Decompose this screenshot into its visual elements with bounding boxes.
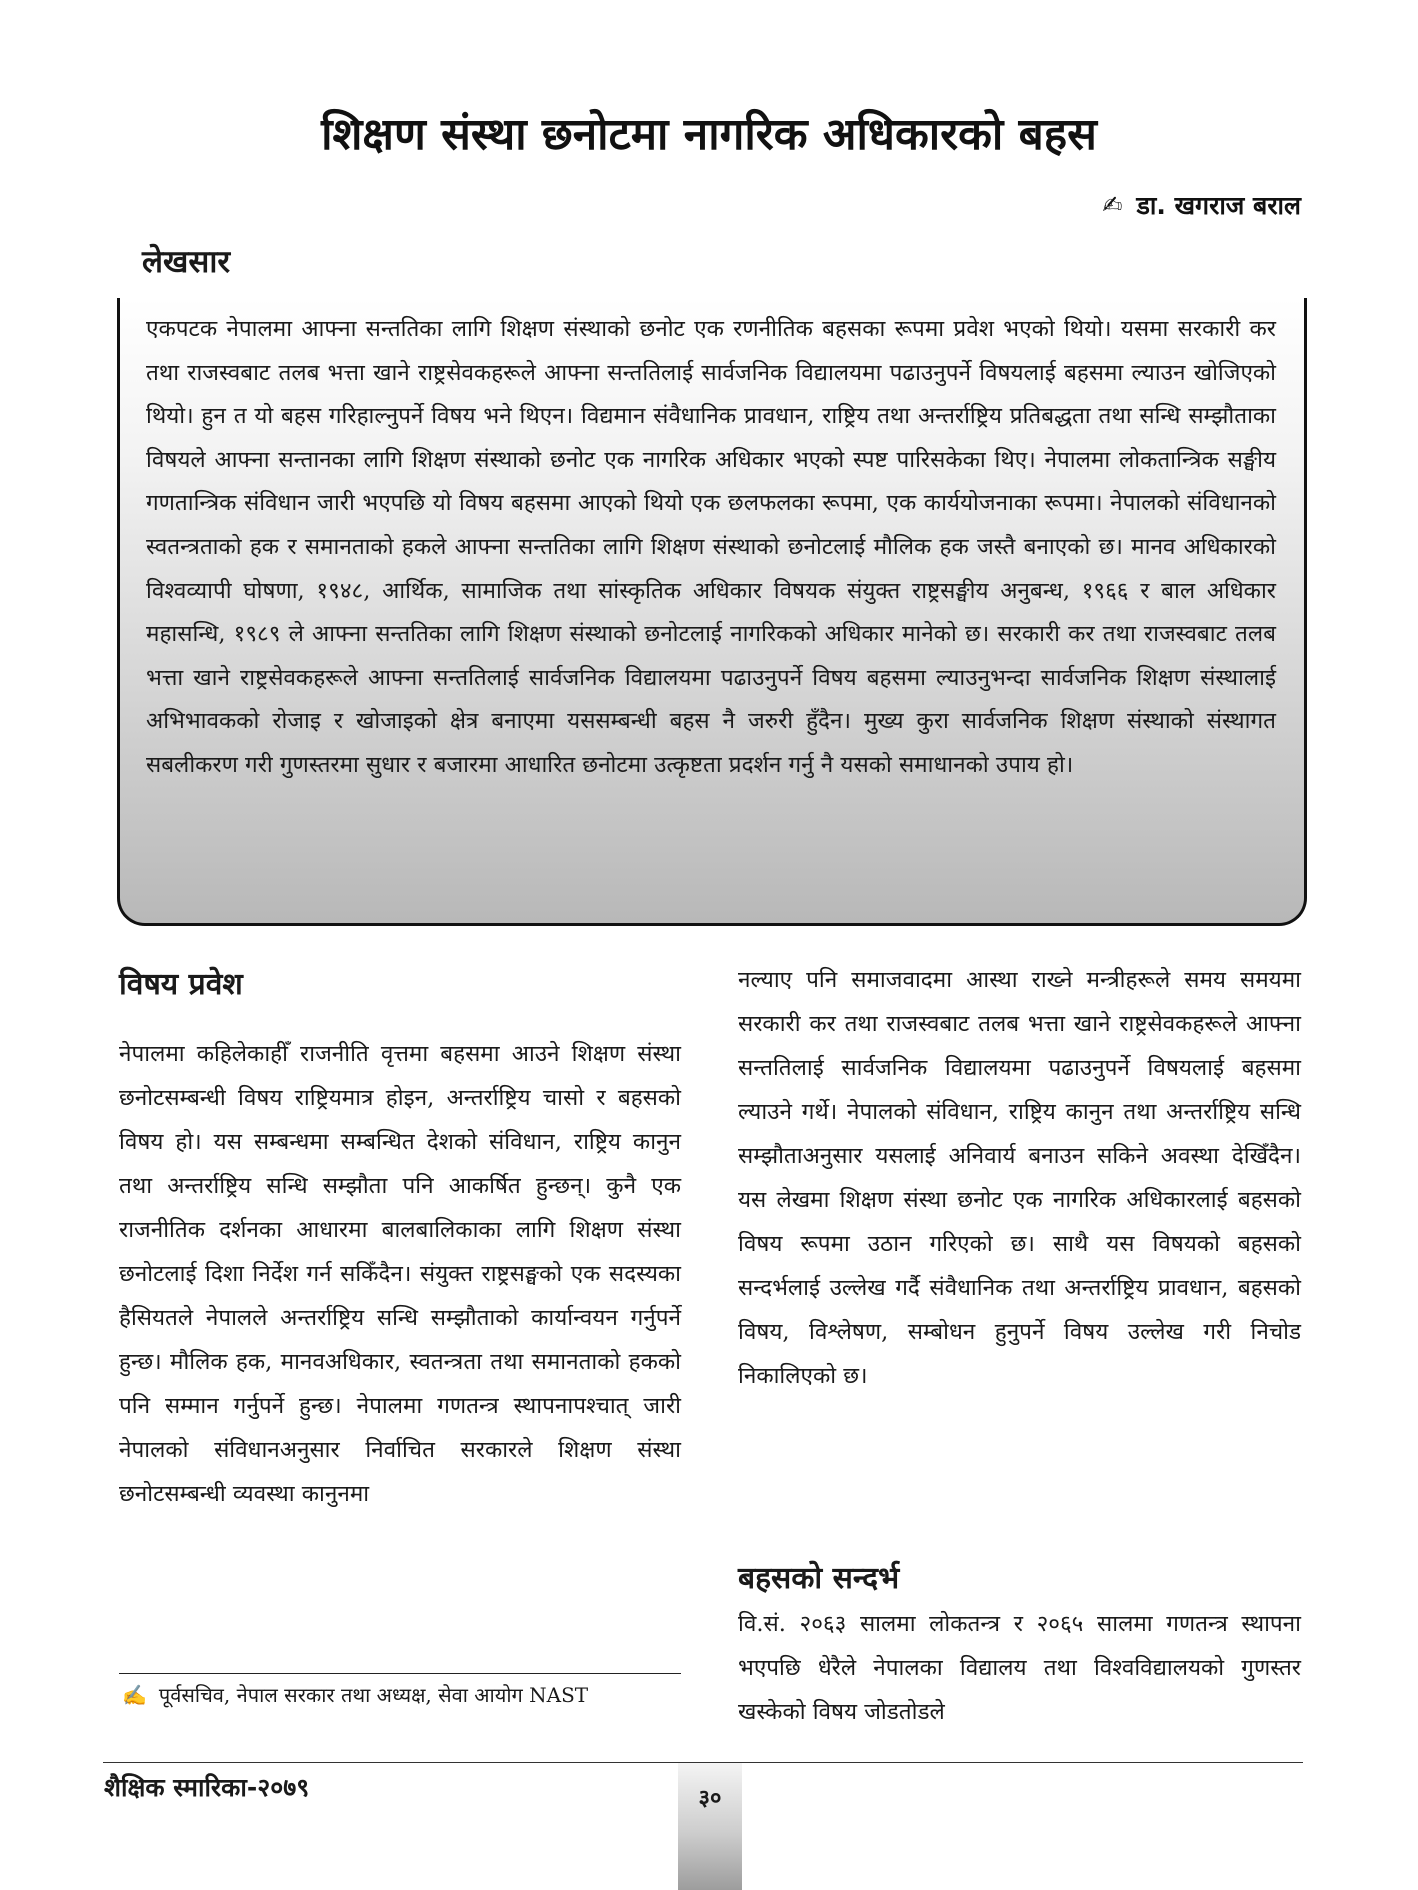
page-number: ३०	[698, 1786, 722, 1811]
pen-icon: ✍	[1102, 191, 1123, 219]
footnote	[122, 1681, 588, 1708]
footnote-text: पूर्वसचिव, नेपाल सरकार तथा अध्यक्ष, सेवा आयोग NAST	[158, 1683, 589, 1707]
section-introduction-continued: नल्याए पनि समाजवादमा आस्था राख्ने मन्त्रीहरूले समय समयमा सरकारी कर तथा राजस्वबाट तलब भत्ता खाने राष्ट्रसेवकहरूले आफ्ना सन्ततिलाई सार्वजनिक विद्यालयमा पढाउनुपर्ने विषयलाई बहसमा ल्याउने गर्थे। नेपालको संविधान, राष्ट्रिय कानुन तथा अन्तर्राष्ट्रिय सन्धि सम्झौताअनुसार यसलाई अनिवार्य बनाउन सकिने अवस्था देखिँदैन। यस लेखमा शिक्षण संस्था छनोट एक नागरिक अधिकारलाई बहसको विषय रूपमा उठान गरिएको छ। साथै यस विषयको बहसको सन्दर्भलाई उल्लेख गर्दै संवैधानिक तथा अन्तर्राष्ट्रिय प्रावधान, बहसको विषय, विश्लेषण, सम्बोधन हुनुपर्ने विषय उल्लेख गरी निचोड निकालिएको छ।	[738, 967, 1301, 1389]
footnote-divider	[119, 1673, 681, 1674]
section-introduction-text: नेपालमा कहिलेकाहीँ राजनीति वृत्तमा बहसमा आउने शिक्षण संस्था छनोटसम्बन्धी विषय राष्ट्रियमात्र होइन, अन्तर्राष्ट्रिय चासो र बहसको विषय हो। यस सम्बन्धमा सम्बन्धित देशको संविधान, राष्ट्रिय कानुन तथा अन्तर्राष्ट्रिय सन्धि सम्झौता पनि आकर्षित हुन्छन्। कुनै एक राजनीतिक दर्शनका आधारमा बालबालिकाका लागि शिक्षण संस्था छनोटलाई दिशा निर्देश गर्न सकिँदैन। संयुक्त राष्ट्रसङ्घको एक सदस्यका हैसियतले नेपालले अन्तर्राष्ट्रिय सन्धि सम्झौताको कार्यान्वयन गर्नुपर्ने हुन्छ। मौलिक हक, मानवअधिकार, स्वतन्त्रता तथा समानताको हकको पनि सम्मान गर्नुपर्ने हुन्छ। नेपालमा गणतन्त्र स्थापनापश्चात् जारी नेपालको संविधानअनुसार निर्वाचित सरकारले शिक्षण संस्था छनोटसम्बन्धी व्यवस्था कानुनमा	[119, 1041, 681, 1507]
abstract-heading: लेखसार	[142, 244, 231, 280]
section-context-text: वि.सं. २०६३ सालमा लोकतन्त्र र २०६५ सालमा गणतन्त्र स्थापना भएपछि धेरैले नेपालका विद्यालय तथा विश्वविद्यालयको गुणस्तर खस्केको विषय जोडतोडले	[738, 1611, 1301, 1725]
author-name: डा. खगराज बराल	[1136, 191, 1301, 220]
article-title: शिक्षण संस्था छनोटमा नागरिक अधिकारको बहस	[321, 109, 1097, 160]
author-line	[1102, 188, 1301, 222]
publication-name: शैक्षिक स्मारिका-२०७९	[104, 1773, 310, 1802]
pen-icon: ✍	[122, 1682, 147, 1707]
section-heading-introduction: विषय प्रवेश	[119, 967, 243, 1002]
abstract-text: एकपटक नेपालमा आफ्ना सन्ततिका लागि शिक्षण संस्थाको छनोट एक रणनीतिक बहसका रूपमा प्रवेश भएको थियो। यसमा सरकारी कर तथा राजस्वबाट तलब भत्ता खाने राष्ट्रसेवकहरूले आफ्ना सन्ततिलाई सार्वजनिक विद्यालयमा पढाउनुपर्ने विषयलाई बहसमा ल्याउन खोजिएको थियो। हुन त यो बहस गरिहाल्नुपर्ने विषय भने थिएन। विद्यमान संवैधानिक प्रावधान, राष्ट्रिय तथा अन्तर्राष्ट्रिय प्रतिबद्धता तथा सन्धि सम्झौताका विषयले आफ्ना सन्तानका लागि शिक्षण संस्थाको छनोट एक नागरिक अधिकार भएको स्पष्ट पारिसकेका थिए। नेपालमा लोकतान्त्रिक सङ्घीय गणतान्त्रिक संविधान जारी भएपछि यो विषय बहसमा आएको थियो एक छलफलका रूपमा, एक कार्ययोजनाका रूपमा। नेपालको संविधानको स्वतन्त्रताको हक र समानताको हकले आफ्ना सन्ततिका लागि शिक्षण संस्थाको छनोटलाई मौलिक हक जस्तै बनाएको छ। मानव अधिकारको विश्वव्यापी घोषणा, १९४८, आर्थिक, सामाजिक तथा सांस्कृतिक अधिकार विषयक संयुक्त राष्ट्रसङ्घीय अनुबन्ध, १९६६ र बाल अधिकार महासन्धि, १९८९ ले आफ्ना सन्ततिका लागि शिक्षण संस्थाको छनोटलाई नागरिकको अधिकार मानेको छ। सरकारी कर तथा राजस्वबाट तलब भत्ता खाने राष्ट्रसेवकहरूले आफ्ना सन्ततिलाई सार्वजनिक विद्यालयमा पढाउनुपर्ने विषय बहसमा ल्याउनुभन्दा सार्वजनिक शिक्षण संस्थालाई अभिभावकको रोजाइ र खोजाइको क्षेत्र बनाएमा यससम्बन्धी बहस नै जरुरी हुँदैन। मुख्य कुरा सार्वजनिक शिक्षण संस्थाको संस्थागत सबलीकरण गरी गुणस्तरमा सुधार र बजारमा आधारित छनोटमा उत्कृष्टता प्रदर्शन गर्नु नै यसको समाधानको उपाय हो।	[146, 316, 1276, 778]
section-heading-context: बहसको सन्दर्भ	[738, 1561, 900, 1596]
